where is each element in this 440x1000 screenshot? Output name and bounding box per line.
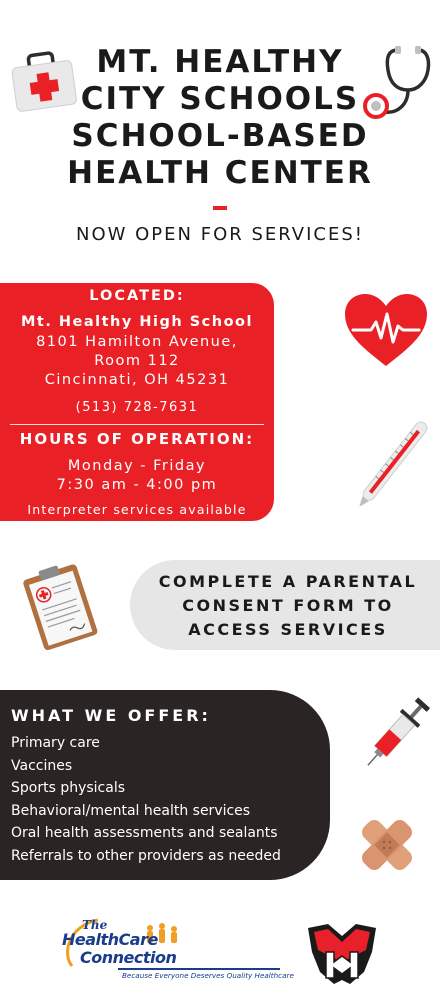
logo-name-line-2: Connection <box>80 948 177 967</box>
subtitle: NOW OPEN FOR SERVICES! <box>75 224 364 245</box>
address-line: Room 112 <box>94 353 180 369</box>
consent-banner <box>130 560 440 650</box>
list-item: Sports physicals <box>11 780 126 797</box>
heart-rate-icon <box>343 292 429 368</box>
healthcare-connection-logo <box>58 918 294 988</box>
list-item: Primary care <box>11 735 100 751</box>
syringe-icon <box>356 690 436 778</box>
phone-number: (513) 728-7631 <box>75 400 199 415</box>
card-divider <box>10 424 264 425</box>
hours-days: Monday - Friday <box>67 458 207 474</box>
hours-heading: HOURS OF OPERATION: <box>19 430 255 448</box>
school-name: Mt. Healthy High School <box>20 314 253 330</box>
offer-card <box>0 690 330 880</box>
hours-times: 7:30 am - 4:00 pm <box>56 477 218 493</box>
logo-underline <box>118 968 280 970</box>
list-item: Behavioral/mental health services <box>11 802 251 819</box>
offer-list <box>11 732 281 868</box>
consent-text: COMPLETE A PARENTAL CONSENT FORM TO ACCESS SERVICES <box>158 572 418 639</box>
logo-tagline: Because Everyone Deserves Quality Healthcare <box>122 971 294 980</box>
thermometer-icon <box>352 410 432 520</box>
bandage-icon <box>354 812 420 878</box>
offer-heading: WHAT WE OFFER: <box>11 706 211 725</box>
located-heading: LOCATED: <box>89 288 185 304</box>
title-divider <box>213 206 227 210</box>
list-item: Oral health assessments and sealants <box>11 825 278 842</box>
clipboard-icon <box>22 562 100 650</box>
page-title: MT. HEALTHY CITY SCHOOLS SCHOOL-BASED HEALTH CENTER <box>67 44 373 191</box>
logo-the: The <box>82 918 108 932</box>
interpreter-note: Interpreter services available <box>27 502 247 517</box>
school-mascot-logo-icon <box>306 922 378 986</box>
list-item: Referrals to other providers as needed <box>11 847 281 864</box>
address-line: Cincinnati, OH 45231 <box>44 372 230 388</box>
location-card <box>0 283 274 521</box>
logo-name-line-1: HealthCare <box>62 930 158 949</box>
list-item: Vaccines <box>11 757 73 774</box>
address-line: 8101 Hamilton Avenue, <box>36 334 238 350</box>
